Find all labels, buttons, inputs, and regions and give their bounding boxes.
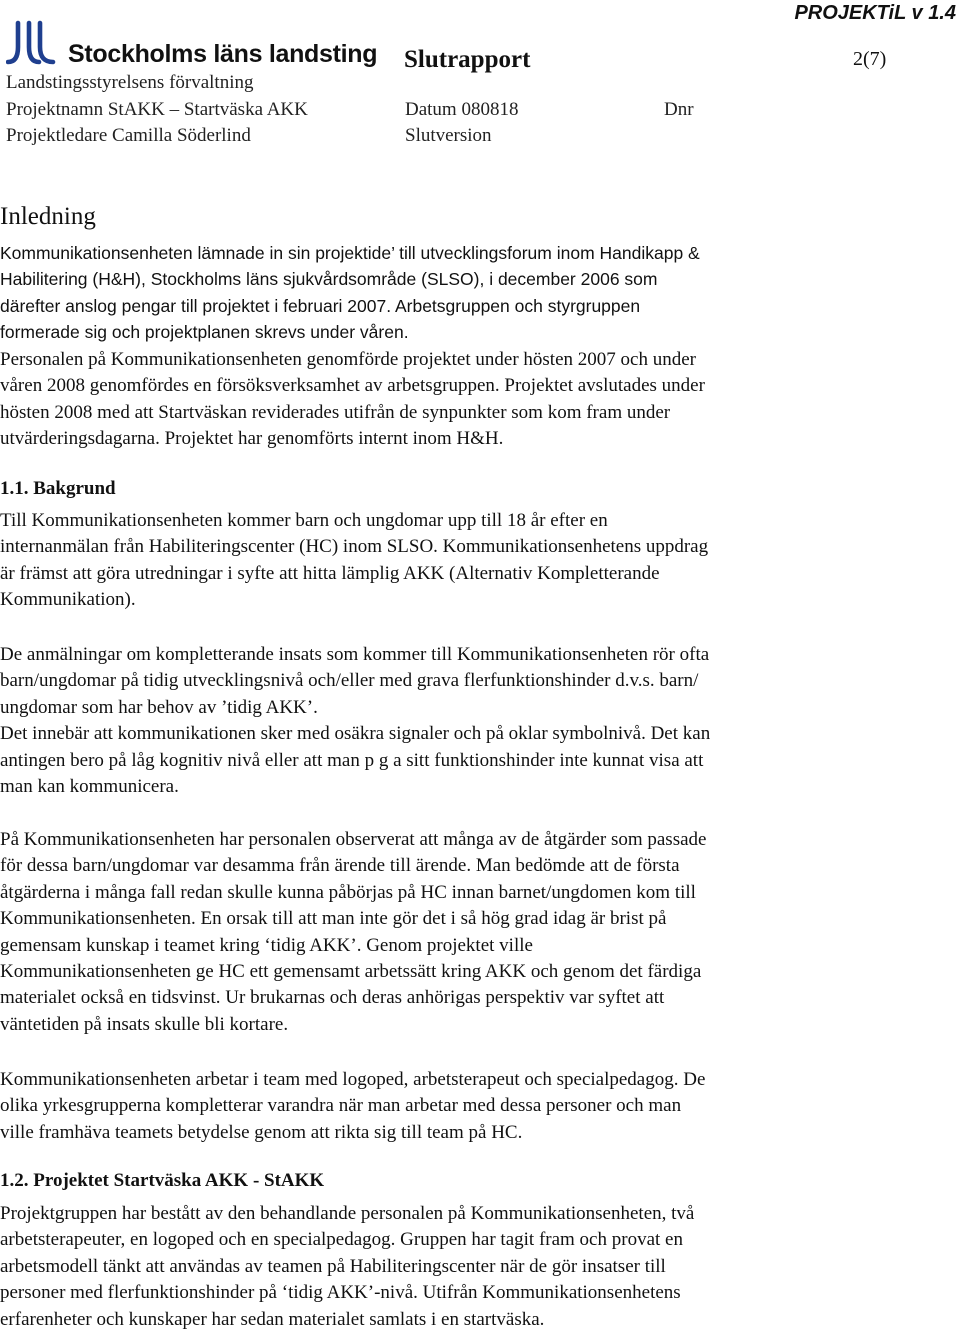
bakgrund-paragraph-3 bbox=[0, 827, 958, 1038]
bakgrund-paragraph-1 bbox=[0, 508, 958, 614]
text-line: ville framhäva teamets betydelse genom att rikta sig till team på HC. bbox=[0, 1121, 523, 1143]
text-line: Personalen på Kommunikationsenheten genomförde projektet under hösten 2007 och under bbox=[0, 349, 696, 370]
projektet-paragraph-1 bbox=[0, 1201, 958, 1333]
text-line: Kommunikation). bbox=[0, 589, 136, 611]
text-line: Till Kommunikationsenheten kommer barn och ungdomar upp till 18 år efter en bbox=[0, 510, 608, 531]
text-line: för dessa barn/ungdomar var desamma från ärende till ärende. Man bedömde att de första bbox=[0, 855, 680, 877]
text-line: Kommunikationsenheten. En orsak till att man inte gör det i så hög grad idag är brist på bbox=[0, 908, 667, 930]
text-line: Kommunikationsenheten ge HC ett gemensamt arbetssätt kring AKK och genom det färdiga bbox=[0, 961, 702, 983]
text-line: våren 2008 genomfördes en försöksverksamhet av arbetsgruppen. Projektet avslutades under bbox=[0, 375, 705, 397]
dnr-label: Dnr bbox=[664, 99, 694, 120]
text-line: materialet också en tidsvinst. Ur brukarnas och deras anhörigas perspektiv var syftet att bbox=[0, 987, 665, 1009]
text-line: hösten 2008 med att Startväskan reviderades utifrån de synpunkter som kom fram under bbox=[0, 401, 671, 423]
text-line: Kommunikationsenheten arbetar i team med logoped, arbetsterapeut och specialpedagog. De bbox=[0, 1069, 706, 1090]
text-line: formerade sig och projektplanen skrevs under våren. bbox=[0, 322, 409, 343]
bakgrund-paragraph-4 bbox=[0, 1067, 958, 1146]
text-line: utvärderingsdagarna. Projektet har genomförts internt inom H&H. bbox=[0, 428, 504, 450]
section-heading-inledning: Inledning bbox=[0, 203, 96, 230]
text-line: Projektgruppen har bestått av den behandlande personalen på Kommunikationsenheten, två bbox=[0, 1203, 695, 1224]
page-number: 2(7) bbox=[853, 48, 887, 70]
text-line: internanmälan från Habiliteringscenter (HC) inom SLSO. Kommunikationsenhetens uppdrag bbox=[0, 536, 709, 558]
text-line: gemensam kunskap i teamet kring ‘tidig AKK’. Genom projektet ville bbox=[0, 934, 533, 956]
organization-name: Stockholms läns landsting bbox=[68, 40, 378, 68]
text-line: Kommunikationsenheten lämnade in sin projektide’ till utvecklingsforum inom Handikapp & bbox=[0, 243, 700, 263]
report-date: Datum 080818 bbox=[405, 99, 519, 120]
text-line: man kan kommunicera. bbox=[0, 776, 179, 798]
project-name: Projektnamn StAKK – Startväska AKK bbox=[6, 99, 308, 120]
text-line: arbetsmodell tänkt att användas av teamen på Habiliteringscenter när de gör insatser till bbox=[0, 1255, 666, 1277]
document-version: PROJEKTiL v 1.4 bbox=[794, 2, 956, 24]
text-line: personer med flerfunktionshinder på ‘tidig AKK’-nivå. Utifrån Kommunikationsenhetens bbox=[0, 1282, 681, 1304]
text-line: väntetiden på insats skulle bli kortare. bbox=[0, 1013, 289, 1035]
text-line: Det innebär att kommunikationen sker med osäkra signaler och på oklar symbolnivå. Det kan bbox=[0, 723, 711, 745]
text-line: är främst att göra utredningar i syfte att hitta lämplig AKK (Alternativ Kompletterande bbox=[0, 562, 660, 584]
intro-paragraph-1 bbox=[0, 240, 958, 346]
text-line: barn/ungdomar på tidig utvecklingsnivå och/eller med grava flerfunktionshinder d.v.s. barn/ bbox=[0, 670, 699, 692]
text-line: De anmälningar om kompletterande insats som kommer till Kommunikationsenheten rör ofta bbox=[0, 644, 710, 665]
text-line: Habilitering (H&H), Stockholms läns sjukvårdsområde (SLSO), i december 2006 som bbox=[0, 269, 658, 290]
bakgrund-paragraph-2 bbox=[0, 642, 958, 800]
text-line: åtgärderna i många fall redan skulle kunna påbörjas på HC innan barnet/ungdomen kom till bbox=[0, 881, 696, 903]
text-line: ungdomar som har behov av ’tidig AKK’. bbox=[0, 696, 318, 718]
text-line: På Kommunikationsenheten har personalen observerat att många av de åtgärder som passade bbox=[0, 829, 707, 850]
version-label: Slutversion bbox=[405, 125, 492, 146]
text-line: därefter anslog pengar till projektet i februari 2007. Arbetsgruppen och styrgruppen bbox=[0, 295, 641, 316]
report-title: Slutrapport bbox=[404, 46, 531, 73]
section-heading-projektet: 1.2. Projektet Startväska AKK - StAKK bbox=[0, 1170, 325, 1191]
project-leader: Projektledare Camilla Söderlind bbox=[6, 125, 251, 146]
section-heading-bakgrund: 1.1. Bakgrund bbox=[0, 478, 116, 499]
intro-paragraph-2 bbox=[0, 347, 958, 453]
text-line: erfarenheter och kunskaper har sedan materialet samlats i en startväska. bbox=[0, 1308, 545, 1330]
text-line: arbetsterapeuter, en logoped och en specialpedagog. Gruppen har tagit fram och provat en bbox=[0, 1229, 683, 1251]
text-line: olika yrkesgrupperna kompletterar varandra när man arbetar med dessa personer och man bbox=[0, 1095, 682, 1117]
sll-logo-icon bbox=[6, 20, 58, 66]
text-line: antingen bero på låg kognitiv nivå eller att man p g a sitt funktionshinder inte kunnat visa att bbox=[0, 749, 704, 771]
department-name: Landstingsstyrelsens förvaltning bbox=[6, 72, 254, 93]
